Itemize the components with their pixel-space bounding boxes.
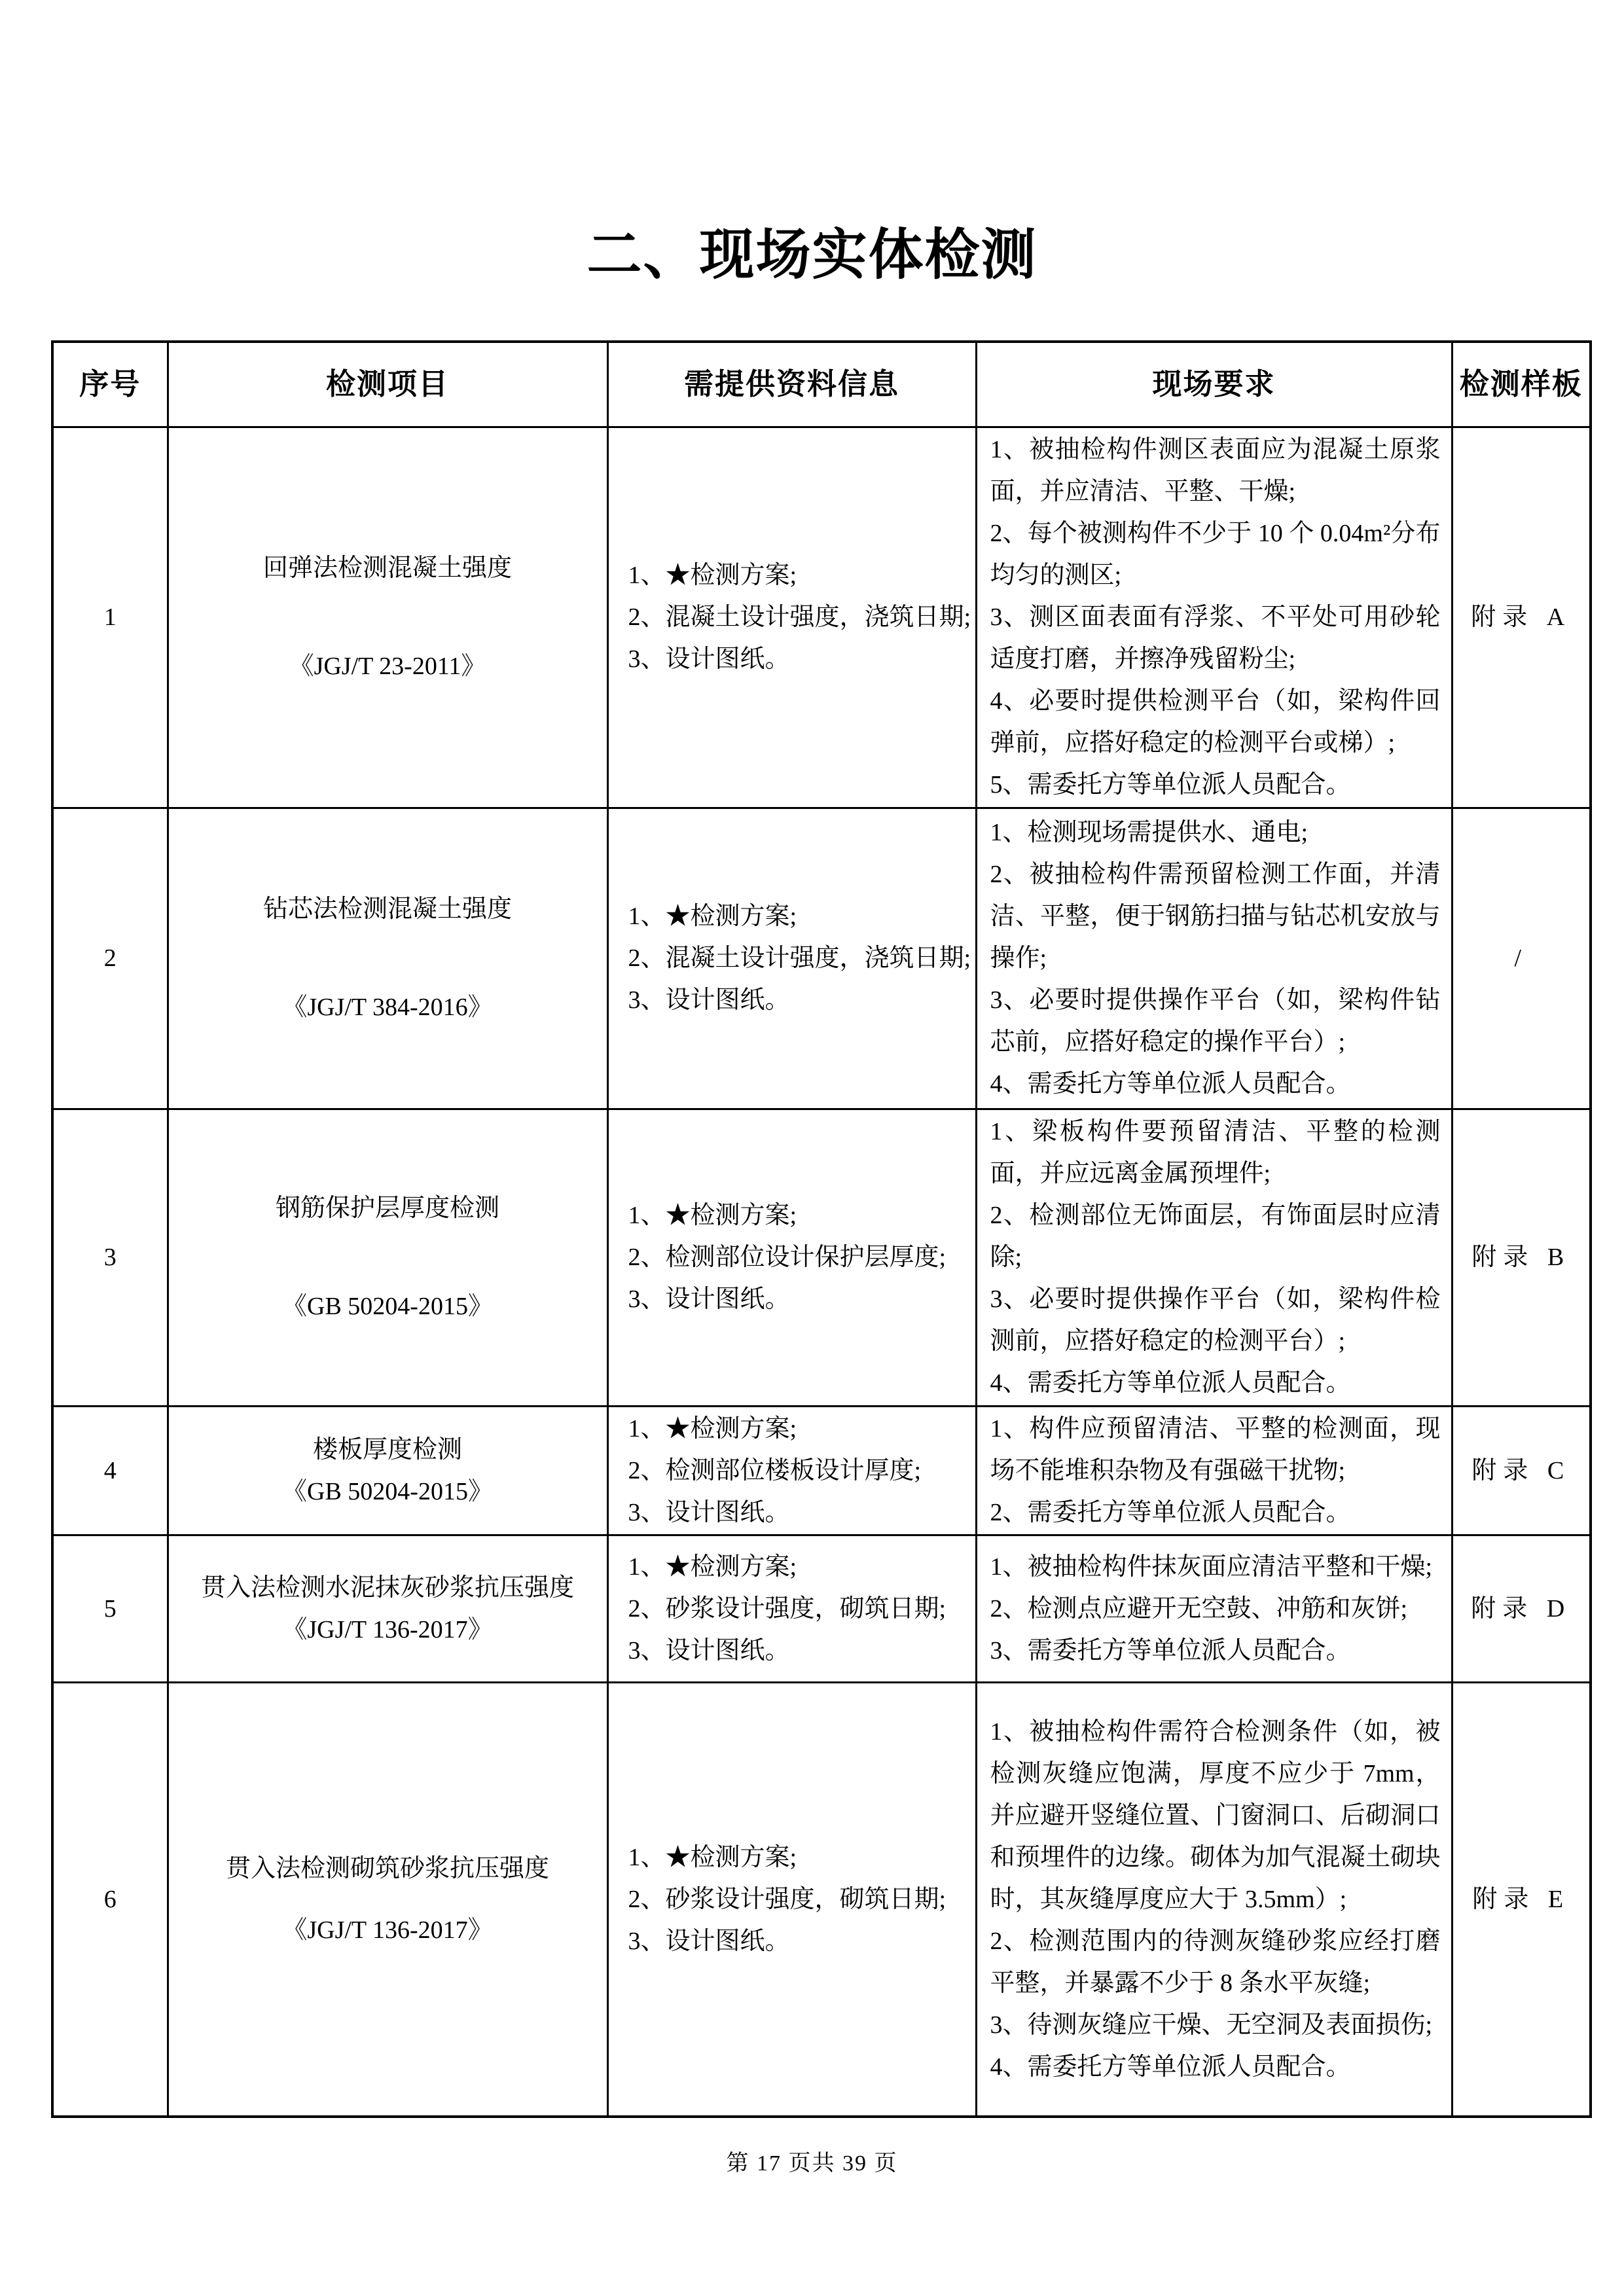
table-body (52, 427, 1591, 2117)
material-item: 1、★检测方案; (628, 1552, 797, 1581)
project-standard: 《GB 50204-2015》 (282, 1477, 493, 1505)
requirement-item: 1、被抽检构件测区表面应为混凝土原浆面，并应清洁、平整、干燥; (990, 436, 1441, 505)
requirement-item: 2、每个被测构件不少于 10 个 0.04m²分布均匀的测区; (990, 520, 1441, 589)
requirement-item: 1、检测现场需提供水、通电; (990, 819, 1308, 846)
project-standard: 《JGJ/T 136-2017》 (282, 1916, 493, 1944)
material-item: 2、混凝土设计强度，浇筑日期; (628, 944, 971, 972)
material-item: 2、检测部位楼板设计厚度; (628, 1456, 922, 1484)
project-name: 楼板厚度检测 (312, 1435, 462, 1463)
material-item: 2、检测部位设计保护层厚度; (628, 1244, 947, 1271)
material-item: 3、设计图纸。 (628, 1927, 790, 1955)
requirement-item: 3、必要时提供操作平台（如，梁构件钻芯前，应搭好稳定的操作平台）; (990, 986, 1441, 1056)
sample-cell: 附录 C (1452, 1406, 1591, 1535)
requirement-item: 5、需委托方等单位派人员配合。 (990, 771, 1351, 798)
material-item: 3、设计图纸。 (628, 1285, 790, 1313)
material-item: 2、砂浆设计强度，砌筑日期; (628, 1594, 947, 1623)
inspection-table (51, 340, 1592, 2118)
requirements-cell (976, 1406, 1452, 1535)
seq-cell: 5 (52, 1535, 168, 1682)
seq-cell: 2 (52, 808, 168, 1109)
project-standard: 《GB 50204-2015》 (282, 1293, 493, 1320)
project-standard: 《JGJ/T 136-2017》 (282, 1615, 493, 1643)
project-name: 钻芯法检测混凝土强度 (262, 895, 512, 923)
requirements-cell (976, 1682, 1452, 2117)
sample-cell: 附录 B (1452, 1109, 1591, 1406)
requirement-item: 4、需委托方等单位派人员配合。 (990, 2053, 1351, 2081)
material-item: 1、★检测方案; (628, 1414, 797, 1443)
material-item: 2、混凝土设计强度，浇筑日期; (628, 603, 971, 631)
sample-cell: / (1452, 808, 1591, 1109)
seq-cell: 3 (52, 1109, 168, 1406)
materials-cell (607, 1535, 976, 1682)
seq-cell: 6 (52, 1682, 168, 2117)
requirements-cell (976, 1535, 1452, 1682)
requirements-cell (976, 427, 1452, 808)
table-row (52, 808, 1591, 1109)
sample-cell: 附录 A (1452, 427, 1591, 808)
column-header-sample: 检测样板 (1452, 342, 1591, 427)
project-cell (168, 808, 607, 1109)
project-cell (168, 1406, 607, 1535)
material-item: 1、★检测方案; (628, 1843, 797, 1871)
requirement-item: 3、必要时提供操作平台（如，梁构件检测前，应搭好稳定的检测平台）; (990, 1285, 1441, 1355)
project-cell (168, 427, 607, 808)
requirement-item: 3、需委托方等单位派人员配合。 (990, 1636, 1351, 1664)
project-cell (168, 1682, 607, 2117)
requirement-item: 2、需委托方等单位派人员配合。 (990, 1498, 1351, 1526)
page-footer: 第 17 页共 39 页 (726, 2151, 898, 2176)
materials-cell (607, 808, 976, 1109)
requirement-item: 1、被抽检构件需符合检测条件（如，被检测灰缝应饱满，厚度不应少于 7mm，并应避开竖缝位置、门窗洞口、后砌洞口和预埋件的边缘。砌体为加气混凝土砌块时，其灰缝厚度应大于 3.5mm）; (990, 1717, 1441, 1913)
table-row (52, 427, 1591, 808)
requirement-item: 4、需委托方等单位派人员配合。 (990, 1070, 1351, 1098)
requirements-cell (976, 808, 1452, 1109)
table-row (52, 1682, 1591, 2117)
project-name: 回弹法检测混凝土强度 (262, 554, 512, 582)
requirement-item: 3、测区面表面有浮浆、不平处可用砂轮适度打磨，并擦净残留粉尘; (990, 603, 1441, 673)
sample-cell: 附录 E (1452, 1682, 1591, 2117)
materials-cell (607, 1406, 976, 1535)
requirement-item: 2、检测点应避开无空鼓、冲筋和灰饼; (990, 1594, 1408, 1623)
material-item: 1、★检测方案; (628, 562, 797, 589)
requirement-item: 1、被抽检构件抹灰面应清洁平整和干燥; (990, 1552, 1433, 1581)
column-header-requirements: 现场要求 (976, 342, 1452, 427)
requirement-item: 4、需委托方等单位派人员配合。 (990, 1369, 1351, 1397)
material-item: 3、设计图纸。 (628, 986, 790, 1014)
materials-cell (607, 1109, 976, 1406)
project-name: 钢筋保护层厚度检测 (275, 1194, 499, 1222)
sample-cell: 附录 D (1452, 1535, 1591, 1682)
project-standard: 《JGJ/T 384-2016》 (282, 994, 493, 1021)
page-title: 二、现场实体检测 (586, 225, 1038, 286)
requirement-item: 1、构件应预留清洁、平整的检测面，现场不能堆积杂物及有强磁干扰物; (990, 1414, 1441, 1484)
requirement-item: 2、检测部位无饰面层，有饰面层时应清除; (990, 1202, 1441, 1271)
table-row (52, 1535, 1591, 1682)
requirement-item: 2、被抽检构件需预留检测工作面，并清洁、平整，便于钢筋扫描与钻芯机安放与操作; (990, 861, 1441, 972)
requirement-item: 3、待测灰缝应干燥、无空洞及表面损伤; (990, 2011, 1433, 2039)
column-header-seq: 序号 (52, 342, 168, 427)
header-row (52, 342, 1591, 427)
material-item: 1、★检测方案; (628, 903, 797, 930)
project-cell (168, 1535, 607, 1682)
project-name: 贯入法检测砌筑砂浆抗压强度 (225, 1854, 549, 1882)
project-name: 贯入法检测水泥抹灰砂浆抗压强度 (200, 1573, 574, 1602)
table-header (52, 342, 1591, 427)
table-row (52, 1406, 1591, 1535)
material-item: 2、砂浆设计强度，砌筑日期; (628, 1885, 947, 1913)
project-standard: 《JGJ/T 23-2011》 (289, 653, 486, 680)
requirement-item: 4、必要时提供检测平台（如，梁构件回弹前，应搭好稳定的检测平台或梯）; (990, 687, 1441, 757)
requirements-cell (976, 1109, 1452, 1406)
column-header-materials: 需提供资料信息 (607, 342, 976, 427)
column-header-project: 检测项目 (168, 342, 607, 427)
table-row (52, 1109, 1591, 1406)
requirement-item: 2、检测范围内的待测灰缝砂浆应经打磨平整，并暴露不少于 8 条水平灰缝; (990, 1927, 1441, 1997)
seq-cell: 4 (52, 1406, 168, 1535)
material-item: 3、设计图纸。 (628, 1636, 790, 1664)
material-item: 3、设计图纸。 (628, 645, 790, 673)
materials-cell (607, 1682, 976, 2117)
material-item: 1、★检测方案; (628, 1202, 797, 1229)
requirement-item: 1、梁板构件要预留清洁、平整的检测面，并应远离金属预埋件; (990, 1118, 1441, 1187)
material-item: 3、设计图纸。 (628, 1498, 790, 1526)
materials-cell (607, 427, 976, 808)
seq-cell: 1 (52, 427, 168, 808)
project-cell (168, 1109, 607, 1406)
